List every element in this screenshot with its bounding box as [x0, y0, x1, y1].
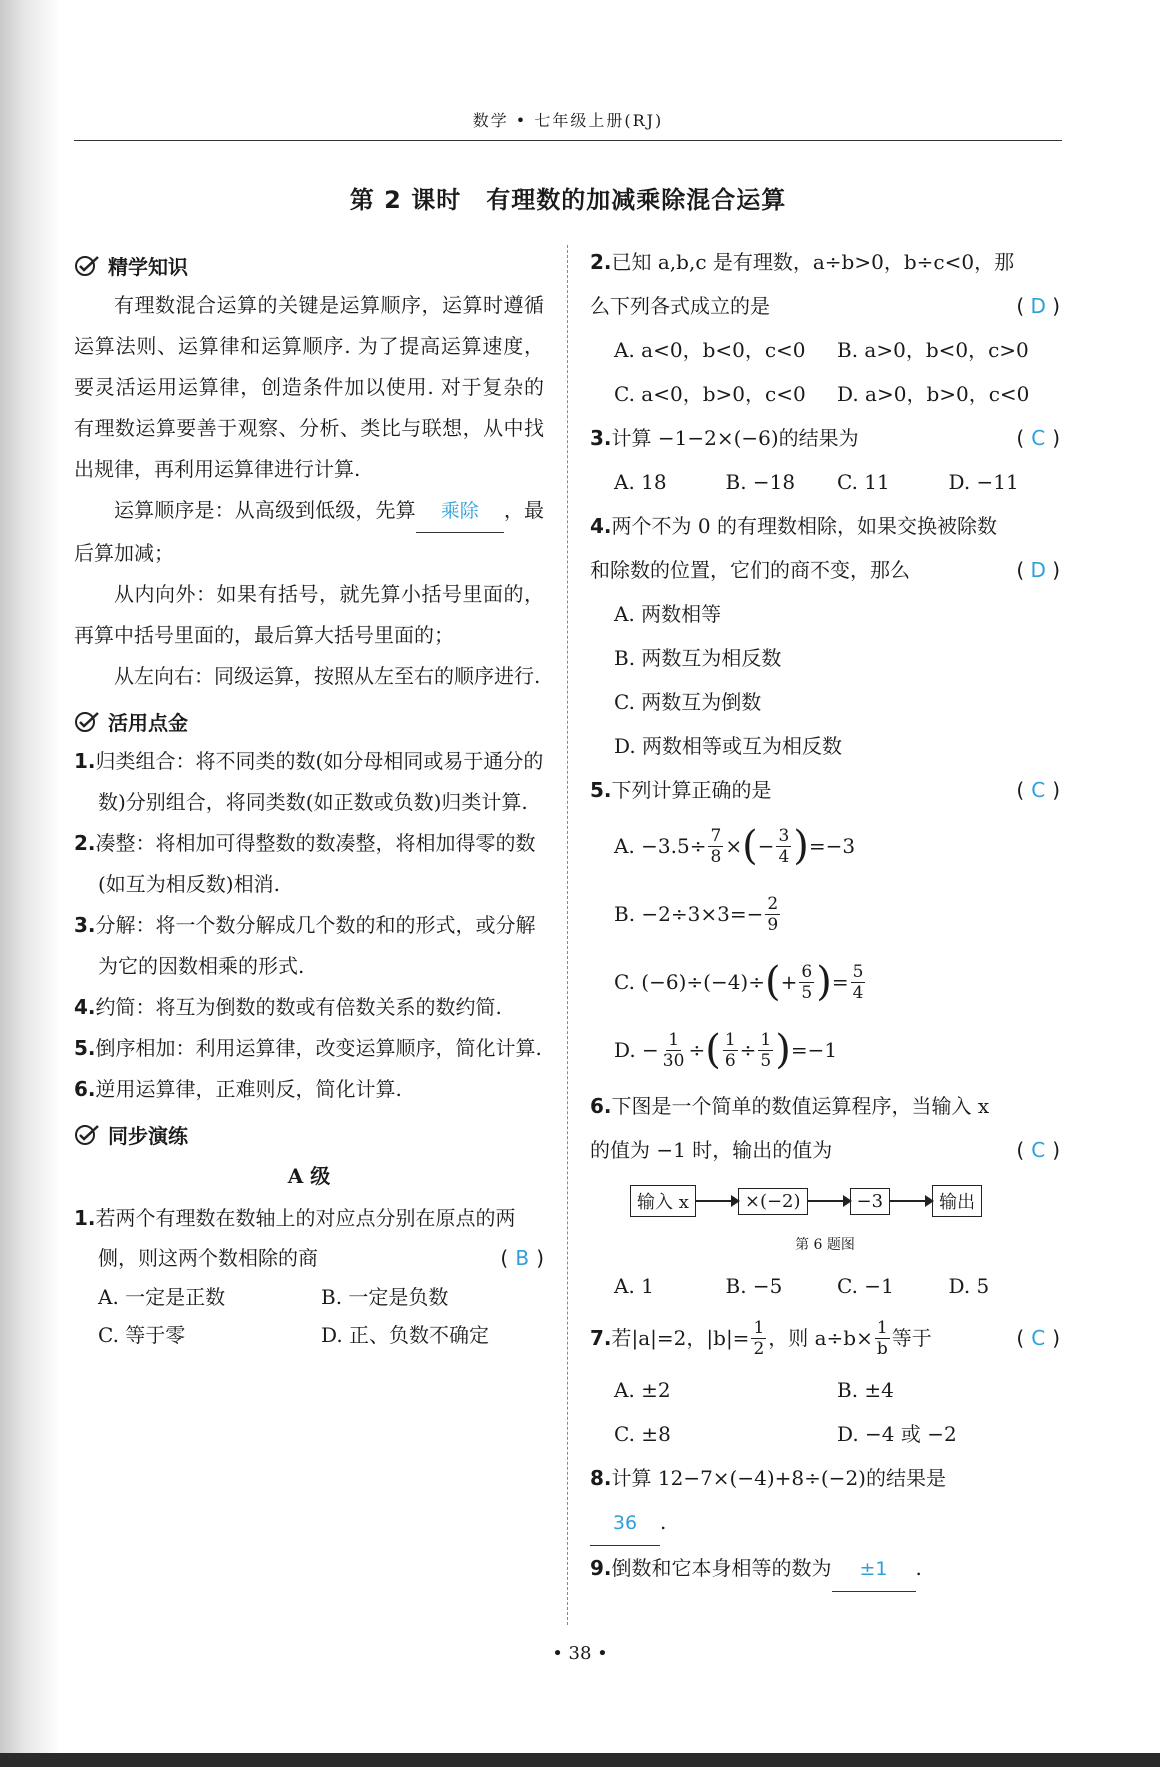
options-row: C. 等于零 D. 正、负数不确定 [98, 1323, 490, 1347]
running-header: 数学 • 七年级上册(RJ) [472, 111, 664, 130]
options-row: A. 一定是正数 B. 一定是负数 [98, 1285, 449, 1309]
fill-blank-answer: 乘除 [416, 491, 504, 533]
question-3: 3.计算 −1−2×(−6)的结果为 ( C ) [590, 416, 1060, 460]
answer-choice: ( C ) [1016, 778, 1060, 802]
inner-outer-paragraph: 从内向外：如果有括号，就先算小括号里面的，再算中括号里面的，最后算大括号里面的； [74, 582, 544, 647]
question-4: 4.两个不为 0 的有理数相除，如果交换被除数 [590, 514, 997, 538]
section-practice [74, 1114, 544, 1154]
options-row: A. 1 B. −5 C. −1 D. 5 [614, 1274, 990, 1298]
flowchart [590, 1176, 1060, 1226]
flow-input-box: 输入 x [630, 1185, 696, 1217]
section-title: 同步演练 [108, 1123, 188, 1148]
level-label: A 级 [287, 1164, 331, 1188]
flow-subtract-box: −3 [850, 1188, 891, 1215]
question-8-answer-line: 36 . [590, 1500, 1060, 1546]
options-row: A. ±2 B. ±4 [614, 1378, 894, 1402]
answer-choice: ( C ) [1016, 1138, 1060, 1162]
question-8: 8.计算 12−7×(−4)+8÷(−2)的结果是 [590, 1466, 946, 1490]
column-divider [567, 245, 568, 1625]
option-b-formula: B. −2÷3×3=− $\frac{2}{9}$ [614, 893, 779, 935]
right-column [590, 240, 1060, 1592]
question-5: 5.下列计算正确的是 ( C ) [590, 768, 1060, 812]
tips-list [74, 741, 544, 1110]
tip-item: 1.归类组合：将不同类的数(如分母相同或易于通分的数)分别组合，将同类数(如正数或负数)归类计算. [74, 749, 544, 814]
option: B. 两数互为相反数 [614, 646, 782, 670]
check-pen-icon [74, 1123, 100, 1145]
section-title: 精学知识 [108, 254, 188, 279]
flow-output-box: 输出 [932, 1185, 982, 1217]
answer-choice: ( D ) [1016, 558, 1060, 582]
bottom-edge [0, 1753, 1160, 1767]
check-pen-icon [74, 710, 100, 732]
section-title: 活用点金 [108, 710, 188, 735]
question-6: 6.下图是一个简单的数值运算程序，当输入 x [590, 1094, 990, 1118]
question-2: 2.已知 a,b,c 是有理数，a÷b>0，b÷c<0，那 [590, 250, 1015, 274]
option-a-formula: A. −3.5÷ $\frac{7}{8}$ × ( − $\frac{3}{4}$ ) =−3 [614, 823, 856, 869]
answer-choice: ( B ) [500, 1246, 544, 1270]
options-row: C. a<0，b>0，c<0 D. a>0，b>0，c<0 [614, 382, 1030, 406]
tip-item: 3.分解：将一个数分解成几个数的和的形式，或分解为它的因数相乘的形式. [74, 913, 536, 978]
options-row: C. ±8 D. −4 或 −2 [614, 1422, 957, 1446]
left-right-paragraph: 从左向右：同级运算，按照从左至右的顺序进行. [114, 664, 541, 688]
option-d-formula: D. − $\frac{1}{30}$ ÷ ( $\frac{1}{6}$ ÷ $\frac{1}{5}$ ) =−1 [614, 1027, 838, 1073]
answer-choice: ( D ) [1016, 294, 1060, 318]
tip-item: 5.倒序相加：利用运算律，改变运算顺序，简化计算. [74, 1036, 542, 1060]
tip-item: 4.约简：将互为倒数的数或有倍数关系的数约简. [74, 995, 502, 1019]
check-pen-icon [74, 254, 100, 276]
tip-item: 2.凑整：将相加可得整数的数凑整，将相加得零的数(如互为相反数)相消. [74, 831, 536, 896]
fill-blank-answer: ±1 [832, 1547, 916, 1592]
section-knowledge [74, 245, 544, 285]
figure-caption: 第 6 题图 [795, 1237, 855, 1253]
section-tips [74, 701, 544, 741]
question-4-cont: 和除数的位置，它们的商不变，那么 ( D ) [590, 548, 1060, 592]
arrow-right-icon [808, 1200, 850, 1202]
question-1: 1.若两个有理数在数轴上的对应点分别在原点的两侧，则这两个数相除的商 ( B ) [74, 1198, 544, 1278]
page-edge-shadow [0, 0, 60, 1767]
question-2-cont: 么下列各式成立的是 ( D ) [590, 284, 1060, 328]
page-number: • 38 • [552, 1643, 608, 1664]
arrow-right-icon [696, 1200, 738, 1202]
question-6-cont: 的值为 −1 时，输出的值为 ( C ) [590, 1128, 1060, 1172]
answer-choice: ( C ) [1016, 1326, 1060, 1350]
tip-item: 6.逆用运算律，正难则反，简化计算. [74, 1077, 402, 1101]
left-column [74, 245, 544, 1354]
page-title: 第 2 课时 有理数的加减乘除混合运算 [349, 186, 787, 214]
options-row: A. a<0，b<0，c<0 B. a>0，b<0，c>0 [614, 338, 1029, 362]
fill-blank-answer: 36 [590, 1501, 660, 1546]
answer-choice: ( C ) [1016, 426, 1060, 450]
options-row: A. 18 B. −18 C. 11 D. −11 [614, 470, 1019, 494]
knowledge-paragraph: 有理数混合运算的关键是运算顺序，运算时遵循运算法则、运算律和运算顺序. 为了提高运算速度，要灵活运用运算律，创造条件加以使用. 对于复杂的有理数运算要善于观察、分析、类比与联想，从中找出规律，再利用运算律进行计算. [74, 293, 544, 481]
order-paragraph: 运算顺序是：从高级到低级，先算 乘除 ，最后算加减； [74, 490, 544, 574]
question-9: 9.倒数和它本身相等的数为 ±1 . [590, 1546, 1060, 1592]
question-7: 7. 若|a|=2，|b|= $\frac{1}{2}$ ，则 a÷b× $\frac{1}{b}$ 等于 ( C ) [590, 1317, 1060, 1359]
arrow-right-icon [890, 1200, 932, 1202]
header-rule [74, 140, 1062, 141]
option: D. 两数相等或互为相反数 [614, 734, 843, 758]
flow-multiply-box: ×(−2) [738, 1188, 808, 1215]
option: C. 两数互为倒数 [614, 690, 762, 714]
option: A. 两数相等 [614, 602, 722, 626]
option-c-formula: C. (−6)÷(−4)÷ ( + $\frac{6}{5}$ ) = $\frac{5}{4}$ [614, 959, 864, 1005]
